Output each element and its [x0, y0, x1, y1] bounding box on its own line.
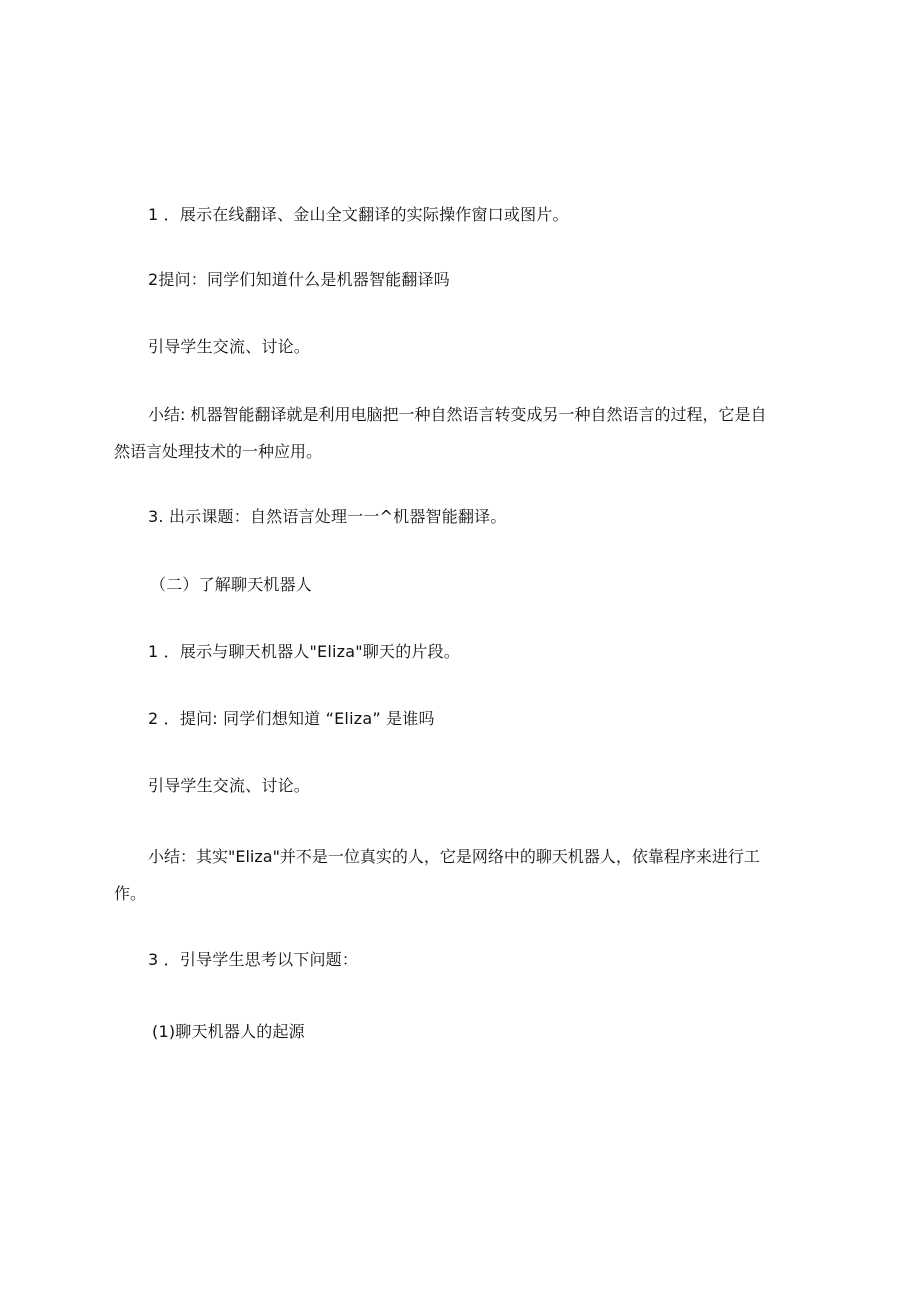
guide-discussion-2: 引导学生交流、讨论。 [148, 776, 311, 795]
step-show-translation: 1 ．展示在线翻译、金山全文翻译的实际操作窗口或图片。 [148, 205, 569, 224]
step-guide-thinking: 3 ．引导学生思考以下问题： [148, 950, 359, 969]
summary-translation-line-1: 小结: 机器智能翻译就是利用电脑把一种自然语言转变成另一种自然语言的过程，它是自 [148, 405, 767, 424]
summary-eliza [114, 838, 814, 912]
summary-translation [114, 396, 814, 470]
summary-eliza-line-1: 小结：其实"Eliza"并不是一位真实的人，它是网络中的聊天机器人，依靠程序来进行工 [148, 847, 760, 866]
section-heading-chatbot: （二）了解聊天机器人 [150, 575, 313, 594]
step-show-title: 3. 出示课题：自然语言处理一一^机器智能翻译。 [148, 507, 507, 526]
step-show-eliza: 1 ．展示与聊天机器人"Eliza"聊天的片段。 [148, 642, 460, 661]
guide-discussion-1: 引导学生交流、讨论。 [148, 337, 311, 356]
question-chatbot-origin: (1)聊天机器人的起源 [152, 1022, 305, 1041]
step-question-eliza: 2 ．提问: 同学们想知道 “Eliza” 是谁吗 [148, 709, 435, 728]
summary-eliza-line-2: 作。 [114, 884, 147, 903]
summary-translation-line-2: 然语言处理技术的一种应用。 [114, 442, 323, 461]
step-question-translation: 2提问：同学们知道什么是机器智能翻译吗 [148, 270, 450, 289]
